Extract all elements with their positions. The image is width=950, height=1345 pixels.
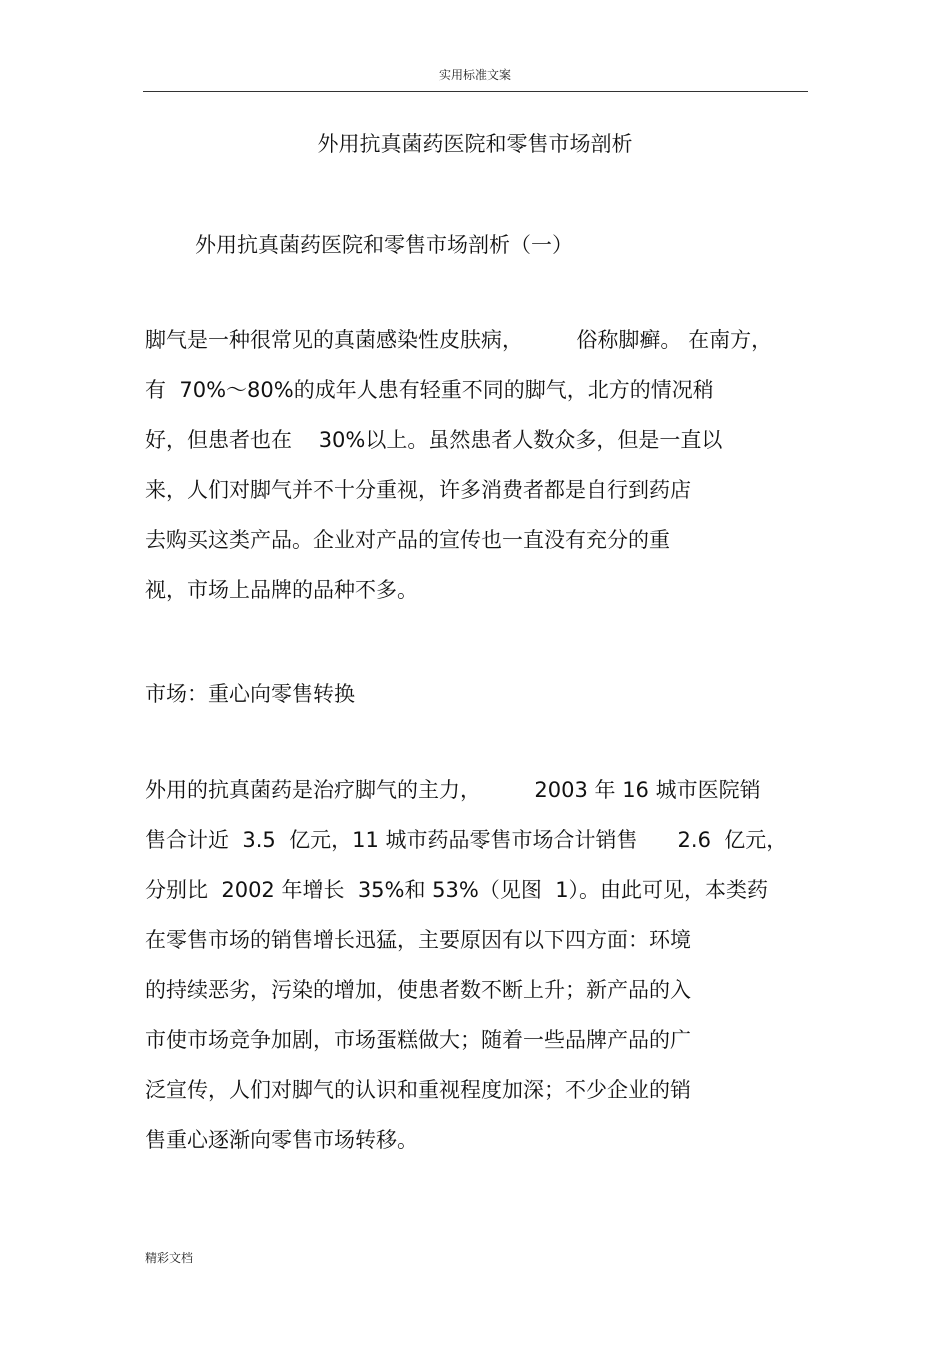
page-footer: 精彩文档 [145, 1251, 194, 1265]
header-divider [143, 91, 808, 92]
text-line: 分别比 2002 年增长 35%和 53%（见图 1）。由此可见，本类药 [145, 878, 769, 902]
text-line: 脚气是一种很常见的真菌感染性皮肤病， 俗称脚癣。 在南方， [145, 328, 773, 352]
text-line: 外用的抗真菌药是治疗脚气的主力， 2003 年 16 城市医院销 [145, 778, 761, 802]
text-line: 市使市场竞争加剧，市场蛋糕做大；随着一些品牌产品的广 [145, 1028, 691, 1052]
text-line: 来，人们对脚气并不十分重视，许多消费者都是自行到药店 [145, 478, 691, 502]
text-line: 售合计近 3.5 亿元，11 城市药品零售市场合计销售 2.6 亿元， [145, 828, 788, 852]
text-line: 在零售市场的销售增长迅猛，主要原因有以下四方面：环境 [145, 928, 691, 952]
paragraph-market [145, 777, 825, 1177]
paragraph-intro [145, 327, 825, 627]
page-header: 实用标准文案 [438, 68, 511, 82]
text-line: 的持续恶劣，污染的增加，使患者数不断上升；新产品的入 [145, 978, 691, 1002]
text-line: 去购买这类产品。企业对产品的宣传也一直没有充分的重 [145, 528, 670, 552]
document-subtitle: 外用抗真菌药医院和零售市场剖析（一） [195, 233, 573, 257]
section-heading: 市场：重心向零售转换 [145, 682, 355, 706]
text-line: 有 70%～80%的成年人患有轻重不同的脚气，北方的情况稍 [145, 378, 714, 402]
text-line: 泛宣传，人们对脚气的认识和重视程度加深；不少企业的销 [145, 1078, 691, 1102]
text-line: 视，市场上品牌的品种不多。 [145, 578, 418, 602]
document-title: 外用抗真菌药医院和零售市场剖析 [317, 132, 633, 156]
text-line: 售重心逐渐向零售市场转移。 [145, 1128, 418, 1152]
text-line: 好，但患者也在 30%以上。虽然患者人数众多，但是一直以 [145, 428, 723, 452]
